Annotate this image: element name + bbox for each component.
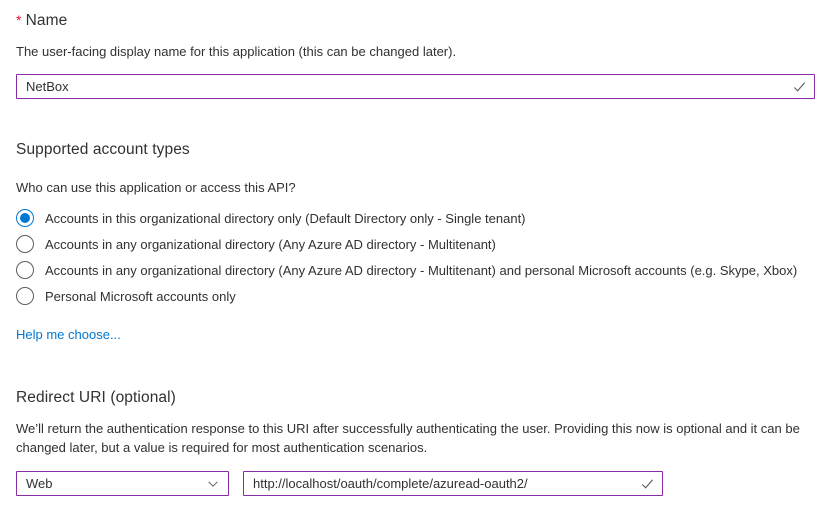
- account-types-title: Supported account types: [16, 141, 190, 158]
- required-asterisk: *: [16, 12, 22, 28]
- name-description: The user-facing display name for this application (this can be changed later).: [16, 44, 457, 59]
- radio-option-label: Personal Microsoft accounts only: [45, 288, 236, 304]
- radio-option-multitenant[interactable]: [16, 231, 815, 257]
- name-input[interactable]: [16, 74, 815, 99]
- redirect-uri-input[interactable]: [243, 471, 663, 496]
- redirect-uri-row: [16, 471, 815, 496]
- redirect-uri-description: We’ll return the authentication response to this URI after successfully authenticating the user. Providing this now is optional and it can be changed later, but a value is required for most authentication scenarios.: [16, 421, 800, 455]
- radio-option-label: Accounts in any organizational directory (Any Azure AD directory - Multitenant): [45, 236, 496, 252]
- radio-option-multitenant-personal[interactable]: [16, 257, 815, 283]
- chevron-down-icon: [206, 477, 220, 491]
- radio-button-icon[interactable]: [16, 209, 34, 227]
- help-me-choose-link[interactable]: Help me choose...: [16, 327, 121, 342]
- radio-button-icon[interactable]: [16, 235, 34, 253]
- radio-option-label: Accounts in this organizational directory only (Default Directory only - Single tenant): [45, 210, 526, 226]
- radio-option-personal-only[interactable]: [16, 283, 815, 309]
- redirect-uri-title: Redirect URI (optional): [16, 389, 176, 406]
- radio-button-icon[interactable]: [16, 261, 34, 279]
- name-title-text: Name: [25, 12, 68, 29]
- platform-select[interactable]: [16, 471, 229, 496]
- account-types-question: Who can use this application or access this API?: [16, 180, 296, 195]
- uri-input-container: [243, 471, 663, 496]
- account-type-radio-group: [16, 205, 815, 309]
- radio-option-label: Accounts in any organizational directory (Any Azure AD directory - Multitenant) and personal Microsoft accounts (e.g. Skype, Xbox): [45, 262, 798, 278]
- radio-option-single-tenant[interactable]: [16, 205, 815, 231]
- name-input-container: [16, 74, 815, 99]
- name-section-title: [16, 12, 815, 30]
- radio-button-icon[interactable]: [16, 287, 34, 305]
- platform-select-value: Web: [26, 476, 53, 491]
